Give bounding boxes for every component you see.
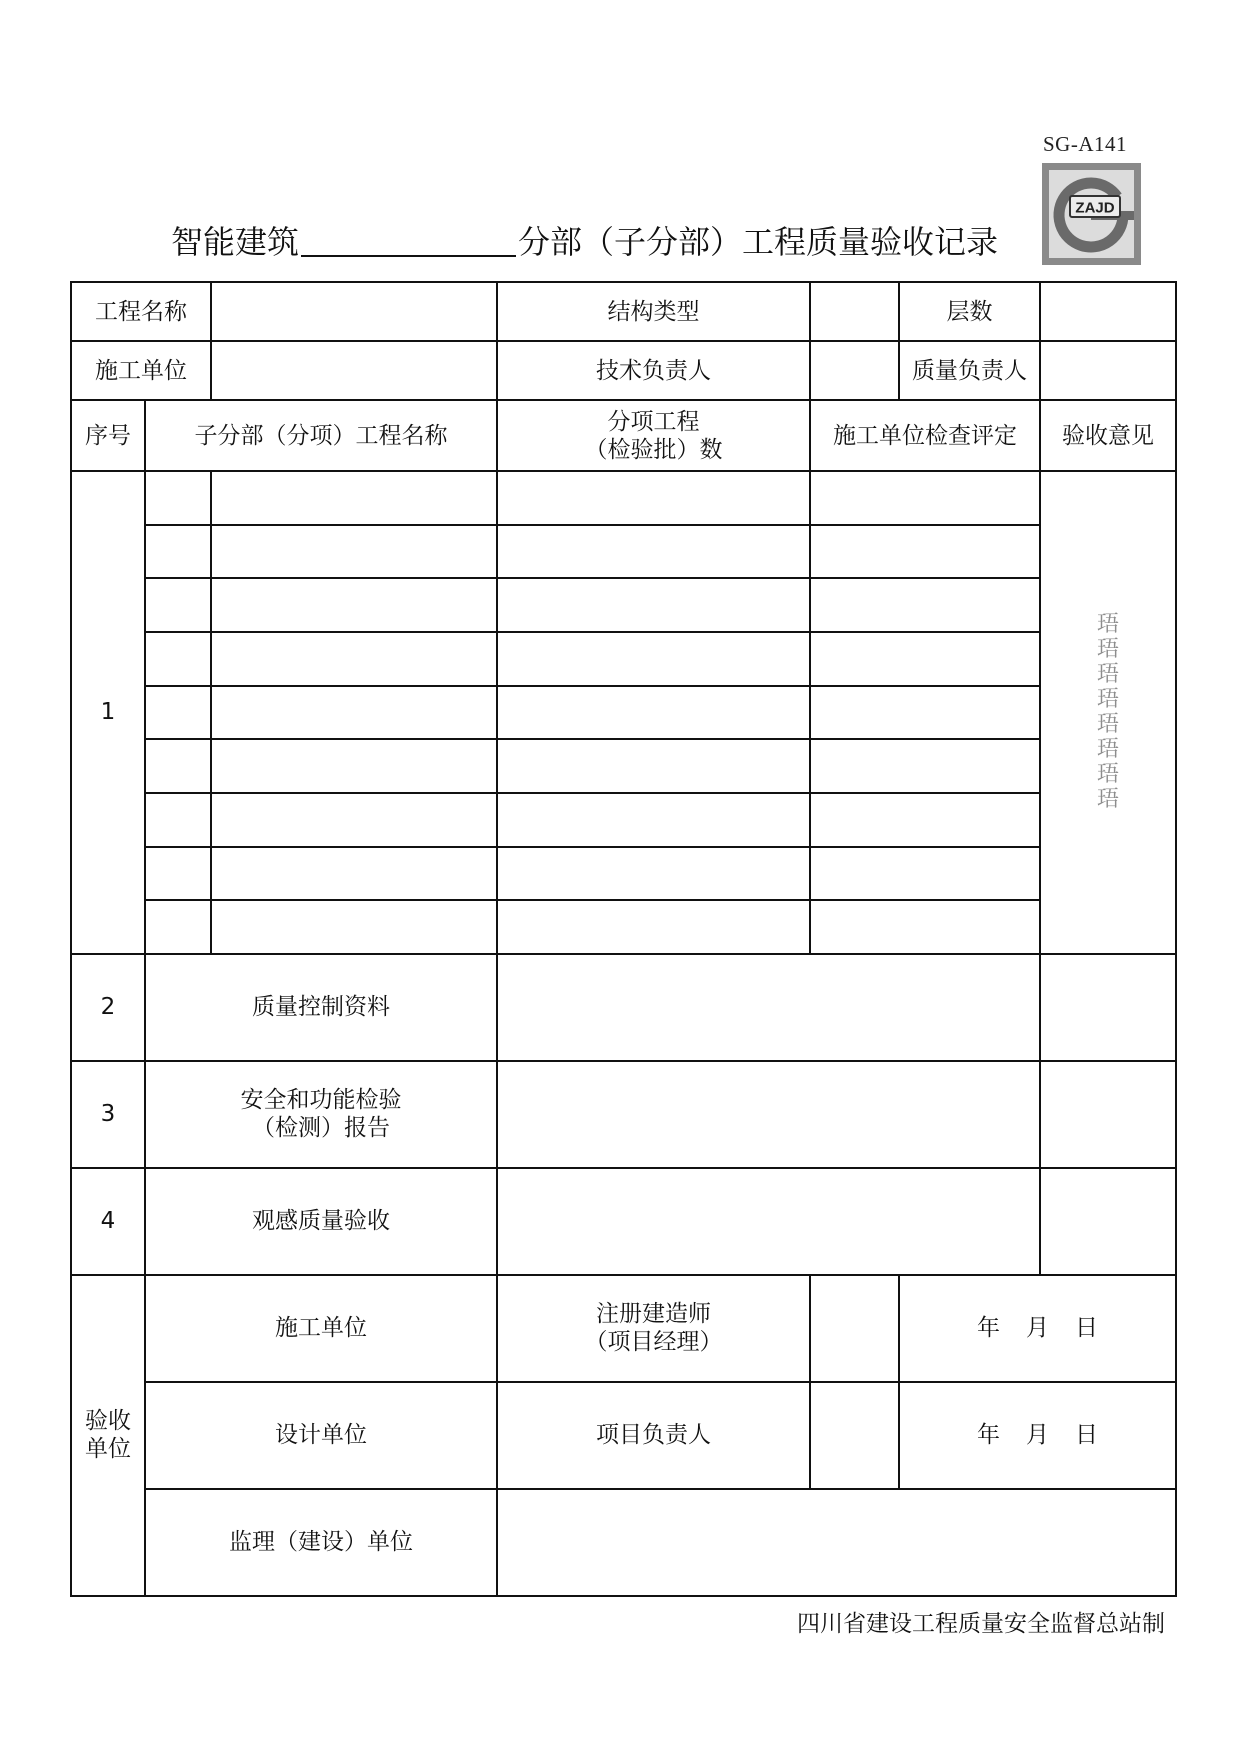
subitem-row <box>71 578 1176 632</box>
structure-type-value <box>810 282 899 341</box>
subitem-inspection-cell <box>810 793 1040 847</box>
structure-type-label: 结构类型 <box>497 282 810 341</box>
title-prefix: 智能建筑 <box>171 223 300 261</box>
subitem-count-cell <box>497 739 810 793</box>
header-count-line: 分项工程 <box>607 408 700 435</box>
subitem-row <box>71 525 1176 579</box>
acceptance-signature-cell <box>810 1382 899 1489</box>
subitem-row <box>71 471 1176 525</box>
acceptance-label <box>71 1275 145 1596</box>
section-opinion-cell <box>1040 471 1176 954</box>
subitem-inspection-cell <box>810 739 1040 793</box>
acceptance-record-table <box>70 281 1177 1597</box>
subitem-no-cell <box>145 793 211 847</box>
subitem-inspection-cell <box>810 900 1040 954</box>
subitem-name-cell <box>211 632 497 686</box>
date-month-label: 月 <box>1026 1315 1049 1342</box>
subitem-inspection-cell <box>810 686 1040 740</box>
quality-lead-value <box>1040 341 1176 400</box>
quality-lead-label: 质量负责人 <box>899 341 1040 400</box>
acceptance-label-line: 验收 <box>85 1408 131 1435</box>
acceptance-row-supervision <box>71 1489 1176 1596</box>
subitem-no-cell <box>145 471 211 525</box>
date-year-label: 年 <box>977 1422 1000 1449</box>
project-name-value <box>211 282 497 341</box>
subitem-inspection-cell <box>810 578 1040 632</box>
item-row-safety-function <box>71 1061 1176 1168</box>
subitem-row <box>71 632 1176 686</box>
header-inspection: 施工单位检查评定 <box>810 400 1040 471</box>
subitem-count-cell <box>497 900 810 954</box>
subitem-count-cell <box>497 578 810 632</box>
acceptance-row-contractor <box>71 1275 1176 1382</box>
form-title <box>171 222 998 262</box>
floors-value <box>1040 282 1176 341</box>
header-opinion: 验收意见 <box>1040 400 1176 471</box>
item-name-line: （检测）报告 <box>252 1115 390 1142</box>
item-seq: 3 <box>71 1061 145 1168</box>
title-blank-line <box>301 235 516 257</box>
header-count <box>497 400 810 471</box>
subitem-name-cell <box>211 900 497 954</box>
subitem-name-cell <box>211 471 497 525</box>
subitem-name-cell <box>211 686 497 740</box>
floors-label: 层数 <box>899 282 1040 341</box>
contractor-value <box>211 341 497 400</box>
item-name-line: 安全和功能检验 <box>240 1087 402 1114</box>
date-month-label: 月 <box>1026 1422 1049 1449</box>
item-name <box>145 1168 497 1275</box>
subitem-no-cell <box>145 632 211 686</box>
item-name-line: 观感质量验收 <box>252 1208 390 1235</box>
subitem-inspection-cell <box>810 632 1040 686</box>
item-seq: 4 <box>71 1168 145 1275</box>
subitem-no-cell <box>145 739 211 793</box>
subitem-row <box>71 793 1176 847</box>
item-inspection-cell <box>497 1061 1040 1168</box>
acceptance-supervision-cell <box>497 1489 1176 1596</box>
subitem-count-cell <box>497 471 810 525</box>
subitem-no-cell <box>145 578 211 632</box>
item-inspection-cell <box>497 1168 1040 1275</box>
subitem-inspection-cell <box>810 525 1040 579</box>
subitem-no-cell <box>145 900 211 954</box>
subitem-name-cell <box>211 525 497 579</box>
subitem-inspection-cell <box>810 471 1040 525</box>
subitem-name-cell <box>211 578 497 632</box>
item-row-quality-control <box>71 954 1176 1061</box>
subitem-row <box>71 847 1176 901</box>
acceptance-role <box>497 1382 810 1489</box>
subitem-count-cell <box>497 847 810 901</box>
project-name-label: 工程名称 <box>71 282 211 341</box>
title-suffix: 分部（子分部）工程质量验收记录 <box>518 223 999 261</box>
item-name-line: 质量控制资料 <box>252 994 390 1021</box>
acceptance-signature-cell <box>810 1275 899 1382</box>
form-code: SG-A141 <box>1043 132 1128 156</box>
subitem-count-cell <box>497 686 810 740</box>
technical-lead-value <box>810 341 899 400</box>
subitem-count-cell <box>497 525 810 579</box>
acceptance-unit: 施工单位 <box>145 1275 497 1382</box>
header-name: 子分部（分项）工程名称 <box>145 400 497 471</box>
item-opinion-cell <box>1040 954 1176 1061</box>
acceptance-role-line: 项目负责人 <box>596 1422 711 1449</box>
subitem-row <box>71 739 1176 793</box>
date-day-label: 日 <box>1075 1422 1098 1449</box>
item-name <box>145 1061 497 1168</box>
subitem-inspection-cell <box>810 847 1040 901</box>
table-header-row <box>71 400 1176 471</box>
subitem-name-cell <box>211 847 497 901</box>
subitem-count-cell <box>497 632 810 686</box>
acceptance-role <box>497 1275 810 1382</box>
acceptance-role-line: （项目经理） <box>584 1329 723 1356</box>
acceptance-label-line: 单位 <box>85 1436 131 1463</box>
subitem-row <box>71 686 1176 740</box>
subitem-row <box>71 900 1176 954</box>
subitem-name-cell <box>211 793 497 847</box>
technical-lead-label: 技术负责人 <box>497 341 810 400</box>
subitem-no-cell <box>145 686 211 740</box>
date-year-label: 年 <box>977 1315 1000 1342</box>
acceptance-unit: 设计单位 <box>145 1382 497 1489</box>
item-name <box>145 954 497 1061</box>
contractor-label: 施工单位 <box>71 341 211 400</box>
project-info-row <box>71 282 1176 341</box>
subitem-name-cell <box>211 739 497 793</box>
item-row-appearance <box>71 1168 1176 1275</box>
acceptance-date-cell <box>899 1382 1176 1489</box>
date-day-label: 日 <box>1075 1315 1098 1342</box>
header-seq: 序号 <box>71 400 145 471</box>
item-opinion-cell <box>1040 1061 1176 1168</box>
item-inspection-cell <box>497 954 1040 1061</box>
item-opinion-cell <box>1040 1168 1176 1275</box>
subitem-no-cell <box>145 847 211 901</box>
acceptance-role-line: 注册建造师 <box>596 1301 711 1328</box>
section-seq: 1 <box>71 471 145 954</box>
issuer-footer: 四川省建设工程质量安全监督总站制 <box>797 1611 1165 1637</box>
acceptance-row-design <box>71 1382 1176 1489</box>
acceptance-unit: 监理（建设）单位 <box>145 1489 497 1596</box>
header-count-line: （检验批）数 <box>584 436 723 463</box>
opinion-note: 珸珸珸珸珸珸珸珸 <box>1097 612 1120 813</box>
zajd-logo <box>1042 163 1141 265</box>
logo-text: ZAJD <box>1075 199 1115 217</box>
project-info-row <box>71 341 1176 400</box>
subitem-count-cell <box>497 793 810 847</box>
subitem-no-cell <box>145 525 211 579</box>
acceptance-date-cell <box>899 1275 1176 1382</box>
item-seq: 2 <box>71 954 145 1061</box>
